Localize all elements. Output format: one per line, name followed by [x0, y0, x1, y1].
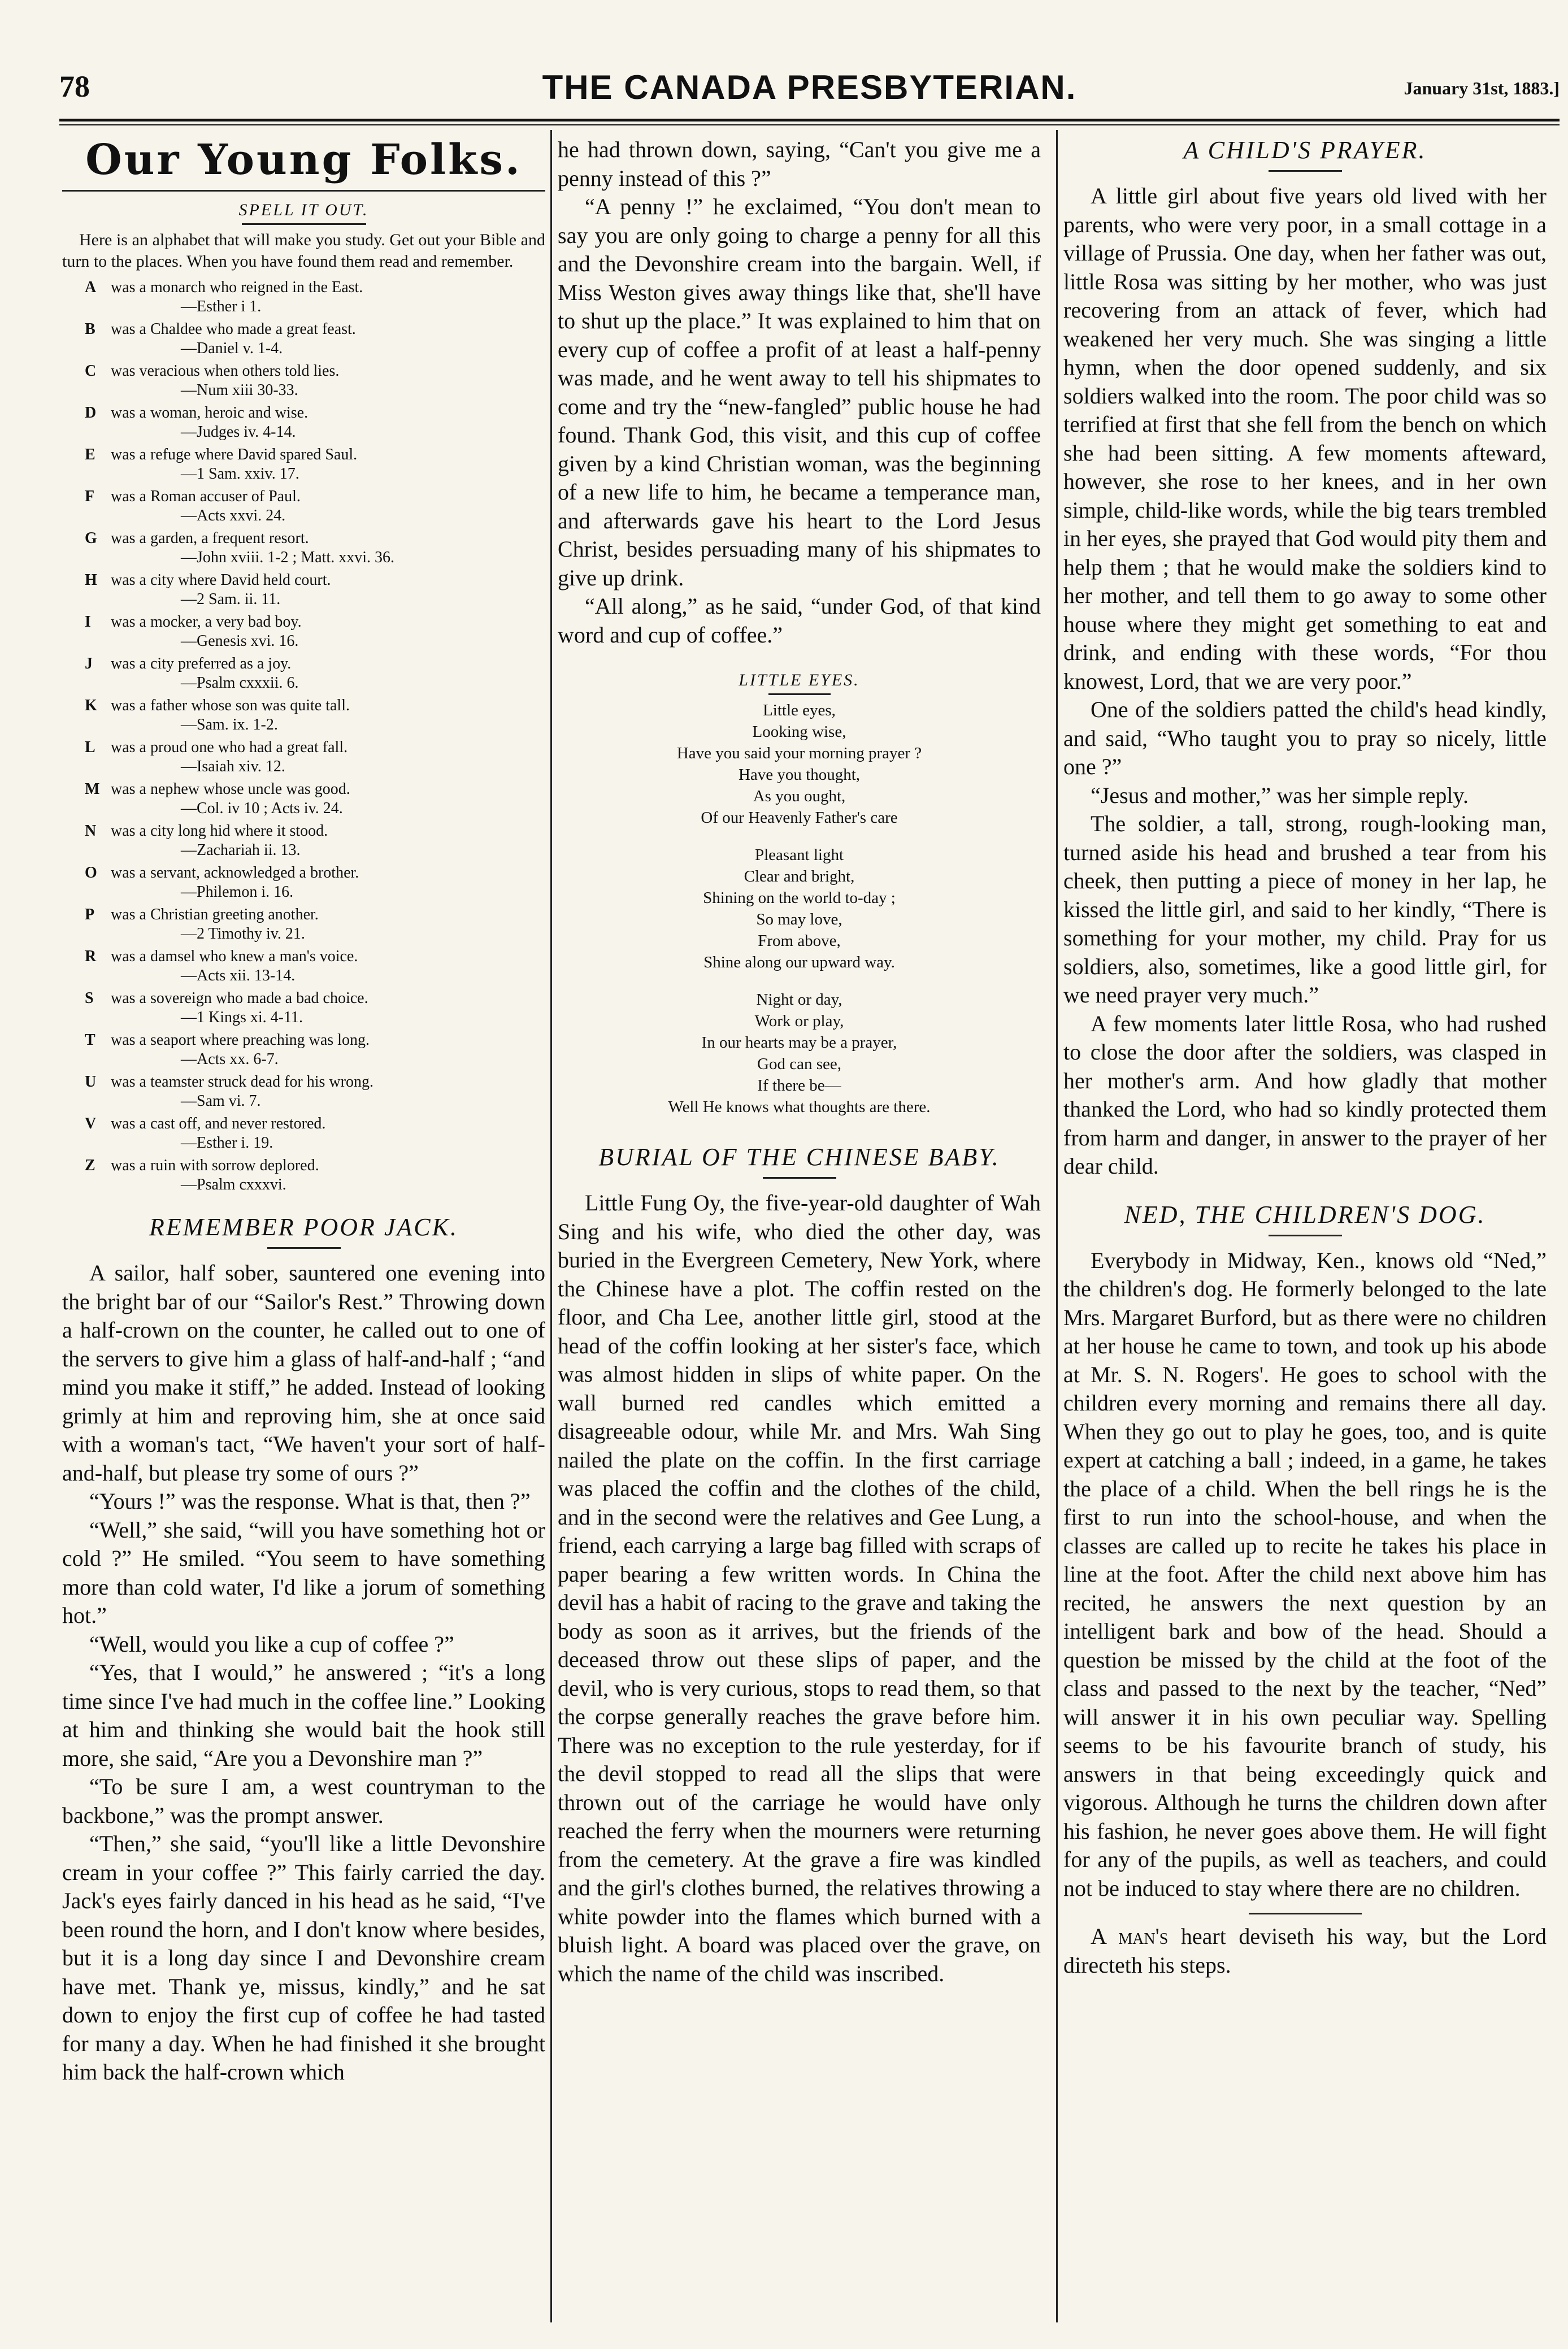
- alphabet-entry: [85, 362, 545, 400]
- poem-line: Shining on the world to-day ;: [703, 889, 896, 907]
- alphabet-reference: —Isaiah xiv. 12.: [181, 758, 285, 775]
- alphabet-line: [85, 947, 545, 966]
- column-1: [62, 136, 545, 2087]
- alphabet-letter: E: [85, 446, 95, 463]
- section-title-rule: [62, 190, 545, 192]
- alphabet-text: was veracious when others told lies.: [111, 362, 340, 380]
- alphabet-text: was a woman, heroic and wise.: [111, 404, 309, 422]
- jack-paragraph: “All along,” as he said, “under God, of that kind word and cup of coffee.”: [558, 593, 1041, 648]
- alphabet-line: [85, 1114, 545, 1134]
- alphabet-entry: [85, 1031, 545, 1069]
- alphabet-letter: B: [85, 320, 95, 338]
- prayer-paragraph: A few moments later little Rosa, who had rushed to close the door after the soldiers, was clasped in her mother's arm. And how gladly that mother thanked the Lord, who had so kindly protected them from harm and danger, in answer to the prayer of her dear child.: [1063, 1010, 1547, 1179]
- alphabet-reference: —2 Sam. ii. 11.: [181, 590, 281, 608]
- alphabet-letter: I: [85, 613, 91, 631]
- burial-title: BURIAL OF THE CHINESE BABY.: [598, 1143, 1000, 1171]
- prayer-title-rule: [1269, 170, 1342, 172]
- spell-intro: Here is an alphabet that will make you study. Get out your Bible and turn to the places. When you have found them read and remember.: [62, 231, 545, 271]
- poem-title: LITTLE EYES.: [739, 671, 860, 689]
- alphabet-line: [85, 278, 545, 297]
- poem-title-rule: [768, 693, 831, 695]
- alphabet-letter: N: [85, 822, 97, 840]
- jack-story: [62, 1259, 545, 2087]
- poem-line: Night or day,: [756, 991, 842, 1009]
- alphabet-line: [85, 571, 545, 590]
- alphabet-reference: —Philemon i. 16.: [181, 883, 294, 901]
- alphabet-line: [85, 989, 545, 1008]
- alphabet-reference: —Num xiii 30-33.: [181, 381, 298, 399]
- alphabet-letter: H: [85, 571, 97, 589]
- jack-paragraph: “Then,” she said, “you'll like a little Devonshire cream in your coffee ?” This fairly carried the day. Jack's eyes fairly danced in his head as he said, “I've been round the horn, and I don't know where besides, but it is a long day since I and Devonshire cream have met. Thank ye, missus, kindly,” and he sat down to enjoy the first cup of coffee he had tasted for many a day. When he had finished it she brought him back the half-crown which: [62, 1831, 545, 2085]
- alphabet-entry: [85, 445, 545, 484]
- prayer-paragraph: A little girl about five years old lived with her parents, who were very poor, in a small cottage in a village of Prussia. One day, when her father was out, little Rosa was sitting by her mother, who was just recovering from an attack of fever, which had weakened her very much. She was singing a little hymn, when the door opened suddenly, and six soldiers walked into the room. The poor child was so terrified at first that she fell from the bench on which she had been sitting. A few moments afteward, however, she rose to her knees, and in her own simple, child-like words, while the big tears trembled in her eyes, she prayed that God would pity them and help them ; that he would make the soldiers kind to her mother, and tell them to go away to some other house where they might get something to eat and drink, and ending with these words, “For thou knowest, Lord, that we are very poor.”: [1063, 183, 1547, 694]
- alphabet-reference: —Genesis xvi. 16.: [181, 632, 299, 650]
- alphabet-letter: K: [85, 697, 97, 714]
- alphabet-entry: [85, 613, 545, 651]
- alphabet-letter: P: [85, 906, 95, 923]
- spell-title-rule: [242, 223, 366, 225]
- alphabet-line: [85, 780, 545, 799]
- alphabet-letter: A: [85, 279, 97, 296]
- alphabet-entry: [85, 571, 545, 609]
- jack-story-continued: [558, 136, 1041, 649]
- alphabet-text: was a mocker, a very bad boy.: [111, 613, 302, 631]
- alphabet-text: was a garden, a frequent resort.: [111, 529, 309, 547]
- alphabet-line: [85, 905, 545, 924]
- alphabet-text: was a father whose son was quite tall.: [111, 697, 350, 714]
- alphabet-letter: M: [85, 780, 100, 798]
- alphabet-letter: F: [85, 488, 95, 505]
- poem-line: Pleasant light: [754, 846, 844, 864]
- stanza-gap: [558, 828, 1041, 844]
- spell-it-out-title: SPELL IT OUT.: [238, 201, 369, 219]
- poem-line: Shine along our upward way.: [703, 953, 895, 971]
- alphabet-entry: [85, 738, 545, 776]
- alphabet-line: [85, 1156, 545, 1175]
- alphabet-reference: —Col. iv 10 ; Acts iv. 24.: [181, 800, 343, 817]
- stanza-gap: [558, 973, 1041, 989]
- alphabet-line: [85, 445, 545, 464]
- alphabet-reference: —2 Timothy iv. 21.: [181, 925, 305, 943]
- alphabet-text: was a Christian greeting another.: [111, 906, 319, 923]
- header-rule-thick: [59, 119, 1560, 121]
- alphabet-line: [85, 362, 545, 381]
- jack-paragraph: “A penny !” he exclaimed, “You don't mean to say you are only going to charge a penny for all this and the Devonshire cream into the bargain. Well, if Miss Weston gives away things like that, she'll have to shut up the place.” It was explained to him that on every cup of coffee a profit of at least a half-penny was made, and he went away to tell his shipmates to come and try the “new-fangled” public house he had found. Thank God, this visit, and this cup of coffee given by a kind Christian woman, was the beginning of a new life to him, he became a temperance man, and afterwards gave his heart to the Lord Jesus Christ, besides persuading many of his shipmates to give up drink.: [558, 194, 1041, 590]
- alphabet-reference: —Psalm cxxxvi.: [181, 1176, 286, 1193]
- alphabet-letter: D: [85, 404, 97, 422]
- burial-title-rule: [763, 1177, 836, 1179]
- alphabet-letter: S: [85, 989, 94, 1007]
- alphabet-entry: [85, 822, 545, 860]
- alphabet-line: [85, 863, 545, 883]
- page-header: [59, 68, 1560, 113]
- alphabet-reference: —John xviii. 1-2 ; Matt. xxvi. 36.: [181, 549, 394, 566]
- poem-line: Looking wise,: [752, 723, 846, 741]
- column-3: [1063, 136, 1547, 1979]
- alphabet-line: [85, 487, 545, 506]
- alphabet-letter: O: [85, 864, 97, 882]
- alphabet-letter: T: [85, 1031, 95, 1049]
- alphabet-letter: J: [85, 655, 93, 672]
- jack-paragraph: “Yours !” was the response. What is that, then ?”: [89, 1488, 531, 1514]
- proverb-lead: A man's: [1091, 1924, 1169, 1949]
- poem-line: So may love,: [756, 910, 842, 928]
- poem-line: Work or play,: [754, 1012, 844, 1030]
- alphabet-list: [62, 278, 545, 1195]
- alphabet-line: [85, 613, 545, 632]
- poem-line: In our hearts may be a prayer,: [701, 1034, 897, 1052]
- alphabet-line: [85, 1073, 545, 1092]
- prayer-paragraph: “Jesus and mother,” was her simple reply.: [1091, 782, 1469, 808]
- poem-line: From above,: [758, 932, 841, 950]
- poem-line: God can see,: [757, 1055, 841, 1073]
- alphabet-reference: —Acts xxvi. 24.: [181, 507, 286, 524]
- alphabet-entry: [85, 1156, 545, 1195]
- prayer-story: [1063, 182, 1547, 1181]
- poem-line: Have you said your morning prayer ?: [676, 744, 922, 762]
- column-divider-1: [550, 130, 552, 2322]
- poem-line: Have you thought,: [738, 766, 861, 784]
- poem-line: Well He knows what thoughts are there.: [668, 1098, 931, 1116]
- jack-title-rule: [267, 1247, 341, 1249]
- alphabet-text: was a damsel who knew a man's voice.: [111, 948, 358, 965]
- alphabet-text: was a city where David held court.: [111, 571, 331, 589]
- alphabet-text: was a refuge where David spared Saul.: [111, 446, 358, 463]
- alphabet-line: [85, 822, 545, 841]
- alphabet-reference: —Psalm cxxxii. 6.: [181, 674, 299, 692]
- ned-title-rule: [1269, 1235, 1342, 1236]
- alphabet-letter: L: [85, 739, 95, 756]
- alphabet-text: was a sovereign who made a bad choice.: [111, 989, 368, 1007]
- alphabet-line: [85, 403, 545, 423]
- poem-line: As you ought,: [753, 787, 846, 805]
- alphabet-entry: [85, 696, 545, 735]
- alphabet-reference: —Acts xii. 13-14.: [181, 967, 296, 984]
- ned-title: NED, THE CHILDREN'S DOG.: [1124, 1200, 1486, 1228]
- poem-line: Little eyes,: [763, 701, 836, 719]
- alphabet-entry: [85, 487, 545, 526]
- alphabet-entry: [85, 1073, 545, 1111]
- alphabet-text: was a cast off, and never restored.: [111, 1115, 326, 1132]
- jack-paragraph: A sailor, half sober, sauntered one evening into the bright bar of our “Sailor's Rest.” Throwing down a half-crown on the counter, he called out to one of the servers to give him a glass of half-and-half ; “and mind you make it stiff,” he added. Instead of looking grimly at him and reproving him, she at once said with a woman's tact, “We haven't your sort of half-and-half, but please try some of ours ?”: [62, 1260, 545, 1486]
- prayer-paragraph: One of the soldiers patted the child's head kindly, and said, “Who taught you to pray so nicely, little one ?”: [1063, 697, 1547, 779]
- jack-paragraph: “Well, would you like a cup of coffee ?”: [89, 1631, 454, 1657]
- alphabet-text: was a Roman accuser of Paul.: [111, 488, 301, 505]
- alphabet-reference: —Sam vi. 7.: [181, 1092, 261, 1110]
- page-number: 78: [59, 70, 90, 103]
- alphabet-text: was a nephew whose uncle was good.: [111, 780, 350, 798]
- alphabet-reference: —Esther i 1.: [181, 298, 262, 315]
- ned-story: [1063, 1247, 1547, 1903]
- burial-paragraph: Little Fung Oy, the five-year-old daughter of Wah Sing and his wife, who died the other day, was buried in the Evergreen Cemetery, New York, where the Chinese have a plot. The coffin rested on the floor, and Cha Lee, another little girl, stood at the head of the coffin looking at her sister's face, which was almost hidden in slips of white paper. On the wall burned red candles which emitted a disagreeable odour, while Mr. and Mrs. Wah Sing nailed the plate on the coffin. In the first carriage was placed the coffin and the clothes of the child, and in the second were the relatives and Gee Lung, a friend, each carrying a large bag filled with scraps of paper bearing a few written words. In China the devil has a habit of racing to the grave and taking the body as soon as it arrives, but the friends of the deceased throw out these slips of paper, and the devil, who is very curious, stops to read them, so that the corpse generally reaches the grave before him. There was no exception to the rule yesterday, for if the devil stopped to read all the slips that were thrown out of the carriage he would have only reached the ferry when the mourners were returning from the cemetery. At the grave a fire was kindled and the girl's clothes burned, the relatives throwing a white powder into the flames which burned with a bluish light. A board was placed over the grave, on which the name of the child was inscribed.: [558, 1190, 1041, 1986]
- little-eyes-poem: [558, 700, 1041, 1118]
- jack-title: REMEMBER POOR JACK.: [149, 1213, 458, 1241]
- alphabet-entry: [85, 947, 545, 985]
- alphabet-text: was a city long hid where it stood.: [111, 822, 328, 840]
- prayer-title: A CHILD'S PRAYER.: [1183, 136, 1427, 164]
- alphabet-text: was a servant, acknowledged a brother.: [111, 864, 359, 882]
- poem-line: If there be—: [757, 1076, 841, 1095]
- alphabet-text: was a Chaldee who made a great feast.: [111, 320, 356, 338]
- alphabet-entry: [85, 320, 545, 358]
- prayer-paragraph: The soldier, a tall, strong, rough-looking man, turned aside his head and brushed a tear from his cheek, then putting a piece of money in her lap, he kissed the little girl, and said to her kindly, “There is something for your mother, my child. Pray for us soldiers, also, sometimes, like a good little girl, for we need prayer very much.”: [1063, 811, 1547, 1008]
- alphabet-text: was a teamster struck dead for his wrong.: [111, 1073, 373, 1091]
- masthead-title: THE CANADA PRESBYTERIAN.: [542, 68, 1077, 106]
- alphabet-entry: [85, 863, 545, 902]
- alphabet-entry: [85, 989, 545, 1027]
- alphabet-text: was a city preferred as a joy.: [111, 655, 292, 672]
- section-title: Our Young Folks.: [85, 136, 522, 184]
- alphabet-letter: G: [85, 529, 97, 547]
- poem-line: Clear and bright,: [744, 867, 855, 885]
- alphabet-letter: Z: [85, 1157, 95, 1174]
- alphabet-entry: [85, 905, 545, 944]
- alphabet-text: was a proud one who had a great fall.: [111, 739, 348, 756]
- alphabet-reference: —Daniel v. 1-4.: [181, 340, 283, 357]
- alphabet-entry: [85, 780, 545, 818]
- alphabet-letter: U: [85, 1073, 97, 1091]
- proverb-rest: heart deviseth his way, but the Lord directeth his steps.: [1063, 1924, 1547, 1978]
- alphabet-entry: [85, 1114, 545, 1153]
- alphabet-reference: —Sam. ix. 1-2.: [181, 716, 278, 733]
- alphabet-reference: —Zachariah ii. 13.: [181, 841, 301, 859]
- alphabet-entry: [85, 278, 545, 316]
- alphabet-line: [85, 738, 545, 757]
- ned-paragraph: Everybody in Midway, Ken., knows old “Ned,” the children's dog. He formerly belonged to the late Mrs. Margaret Burford, but as there were no children at her house he came to town, and took up his abode at Mr. S. N. Rogers'. He goes to school with the children every morning and remains there all day. When they go out to play he goes, too, and is quite expert at catching a ball ; indeed, in a game, he takes the place of a child. When the bell rings he is the first to run into the school-house, and when the classes are called up to recite he takes his place in line at the foot. After the child next above him has recited, he answers the next question by an intelligent bark and bow of the head. Should a question be missed by the child at the foot of the class and passed to the next by the teacher, “Ned” will answer it in his own peculiar way. Spelling seems to be his favourite branch of study, his answers in that being exceedingly quick and vigorous. Although he turns the children down after his fashion, he never goes above them. He will fight for any of the pupils, as well as teachers, and could not be induced to stay where there are no children.: [1063, 1247, 1547, 1901]
- alphabet-entry: [85, 529, 545, 567]
- alphabet-text: was a monarch who reigned in the East.: [111, 279, 363, 296]
- alphabet-line: [85, 654, 545, 674]
- alphabet-line: [85, 1031, 545, 1050]
- alphabet-reference: —1 Sam. xxiv. 17.: [181, 465, 299, 483]
- burial-story: [558, 1189, 1041, 1988]
- proverb: [1063, 1922, 1547, 1979]
- proverb-rule: [1249, 1913, 1362, 1914]
- poem-line: Of our Heavenly Father's care: [701, 809, 898, 827]
- alphabet-reference: —Esther i. 19.: [181, 1134, 273, 1152]
- alphabet-line: [85, 320, 545, 339]
- alphabet-text: was a seaport where preaching was long.: [111, 1031, 370, 1049]
- alphabet-reference: —1 Kings xi. 4-11.: [181, 1009, 303, 1026]
- alphabet-letter: V: [85, 1115, 97, 1132]
- alphabet-entry: [85, 654, 545, 693]
- jack-paragraph: he had thrown down, saying, “Can't you give me a penny instead of this ?”: [558, 137, 1041, 191]
- alphabet-letter: R: [85, 948, 97, 965]
- alphabet-letter: C: [85, 362, 97, 380]
- column-2: [558, 136, 1041, 1988]
- column-divider-2: [1056, 130, 1058, 2322]
- alphabet-line: [85, 696, 545, 715]
- jack-paragraph: “To be sure I am, a west countryman to the backbone,” was the prompt answer.: [62, 1774, 545, 1828]
- jack-paragraph: “Well,” she said, “will you have something hot or cold ?” He smiled. “You seem to have something more than cold water, I'd like a jorum of something hot.”: [62, 1517, 545, 1628]
- alphabet-reference: —Acts xx. 6-7.: [181, 1050, 279, 1068]
- alphabet-text: was a ruin with sorrow deplored.: [111, 1157, 319, 1174]
- header-rule-thin: [59, 124, 1560, 125]
- alphabet-reference: —Judges iv. 4-14.: [181, 423, 296, 441]
- alphabet-line: [85, 529, 545, 548]
- jack-paragraph: “Yes, that I would,” he answered ; “it's a long time since I've had much in the coffee line.” Looking at him and thinking she would bait the hook still more, she said, “Are you a Devonshire man ?”: [62, 1660, 545, 1771]
- alphabet-entry: [85, 403, 545, 442]
- issue-date: January 31st, 1883.]: [1404, 78, 1560, 98]
